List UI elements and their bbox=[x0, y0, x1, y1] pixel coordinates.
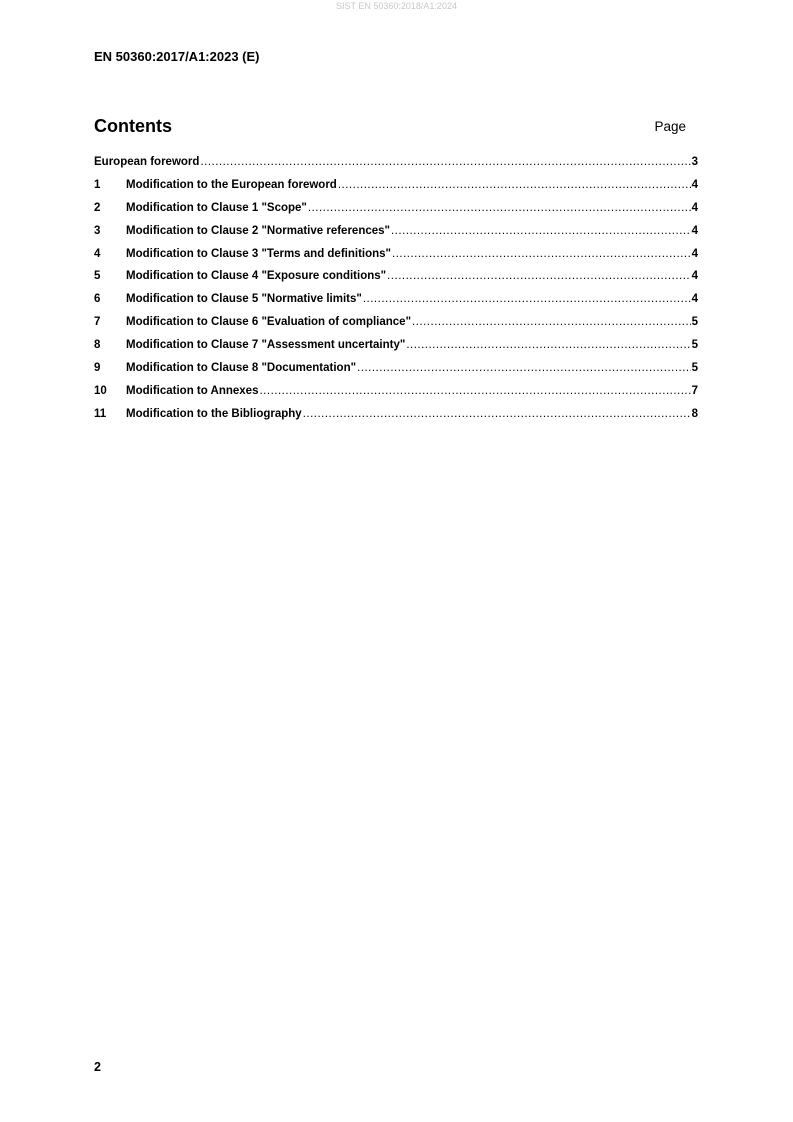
toc-entry-number: 3 bbox=[94, 224, 101, 237]
page-number: 2 bbox=[94, 1060, 101, 1074]
toc-entry-page: 4 bbox=[691, 293, 698, 306]
toc-entry-page: 4 bbox=[691, 270, 698, 283]
toc-entry-number: 8 bbox=[94, 339, 101, 352]
toc-entry-1[interactable] bbox=[94, 179, 698, 202]
toc-leader-dots bbox=[357, 362, 691, 374]
toc-leader-dots bbox=[363, 293, 691, 305]
toc-entry-european-foreword[interactable] bbox=[94, 156, 698, 179]
toc-leader-dots bbox=[303, 408, 691, 420]
toc-entry-6[interactable] bbox=[94, 293, 698, 316]
toc-entry-page: 5 bbox=[691, 339, 698, 352]
toc-entry-number: 7 bbox=[94, 316, 101, 329]
toc-leader-dots bbox=[406, 339, 690, 351]
toc-entry-title: Modification to Clause 8 "Documentation" bbox=[126, 362, 357, 375]
toc-leader-dots bbox=[200, 156, 690, 168]
toc-entry-title: Modification to Clause 6 "Evaluation of compliance" bbox=[126, 316, 412, 329]
toc-entry-number: 6 bbox=[94, 293, 101, 306]
toc-entry-page: 5 bbox=[691, 362, 698, 375]
toc-entry-title: Modification to Clause 5 "Normative limits" bbox=[126, 293, 362, 306]
toc-entry-title: Modification to the Bibliography bbox=[126, 407, 302, 420]
toc-entry-title: Modification to Clause 1 "Scope" bbox=[126, 201, 307, 214]
toc-entry-4[interactable] bbox=[94, 248, 698, 271]
toc-entry-number: 9 bbox=[94, 362, 101, 375]
toc-entry-title: European foreword bbox=[94, 156, 200, 168]
toc-entry-page: 3 bbox=[691, 156, 698, 168]
toc-leader-dots bbox=[259, 385, 690, 397]
toc-entry-title: Modification to Clause 7 "Assessment uncertainty" bbox=[126, 339, 406, 352]
toc-entry-page: 8 bbox=[691, 407, 698, 420]
toc-entry-title: Modification to Clause 2 "Normative references" bbox=[126, 224, 390, 237]
toc-leader-dots bbox=[412, 316, 691, 328]
toc-entry-page: 4 bbox=[691, 224, 698, 237]
page-column-label: Page bbox=[654, 119, 686, 134]
toc-entry-11[interactable] bbox=[94, 408, 698, 431]
toc-entry-10[interactable] bbox=[94, 385, 698, 408]
toc-entry-title: Modification to Clause 3 "Terms and definitions" bbox=[126, 247, 391, 260]
toc-leader-dots bbox=[308, 202, 691, 214]
contents-heading-row bbox=[94, 116, 686, 140]
document-identifier: EN 50360:2017/A1:2023 (E) bbox=[94, 49, 260, 64]
toc-entry-page: 5 bbox=[691, 316, 698, 329]
toc-entry-5[interactable] bbox=[94, 270, 698, 293]
toc-entry-8[interactable] bbox=[94, 339, 698, 362]
toc-entry-title: Modification to Annexes bbox=[126, 384, 259, 397]
toc-entry-number: 5 bbox=[94, 270, 101, 283]
toc-entry-number: 2 bbox=[94, 201, 101, 214]
toc-entry-9[interactable] bbox=[94, 362, 698, 385]
toc-entry-page: 7 bbox=[691, 384, 698, 397]
toc-entry-number: 11 bbox=[94, 407, 107, 420]
contents-title: Contents bbox=[94, 116, 172, 136]
toc-entry-2[interactable] bbox=[94, 202, 698, 225]
toc-entry-page: 4 bbox=[691, 201, 698, 214]
toc-entry-3[interactable] bbox=[94, 225, 698, 248]
toc-leader-dots bbox=[391, 225, 691, 237]
table-of-contents bbox=[94, 156, 698, 431]
toc-entry-7[interactable] bbox=[94, 316, 698, 339]
toc-leader-dots bbox=[392, 248, 691, 260]
toc-entry-number: 1 bbox=[94, 178, 101, 191]
toc-entry-title: Modification to the European foreword bbox=[126, 178, 337, 191]
toc-leader-dots bbox=[387, 270, 690, 282]
toc-entry-page: 4 bbox=[691, 178, 698, 191]
watermark: SIST EN 50360:2018/A1:2024 bbox=[336, 1, 457, 11]
toc-entry-title: Modification to Clause 4 "Exposure conditions" bbox=[126, 270, 387, 283]
toc-leader-dots bbox=[338, 179, 691, 191]
toc-entry-number: 4 bbox=[94, 247, 101, 260]
toc-entry-number: 10 bbox=[94, 384, 107, 397]
toc-entry-page: 4 bbox=[691, 247, 698, 260]
